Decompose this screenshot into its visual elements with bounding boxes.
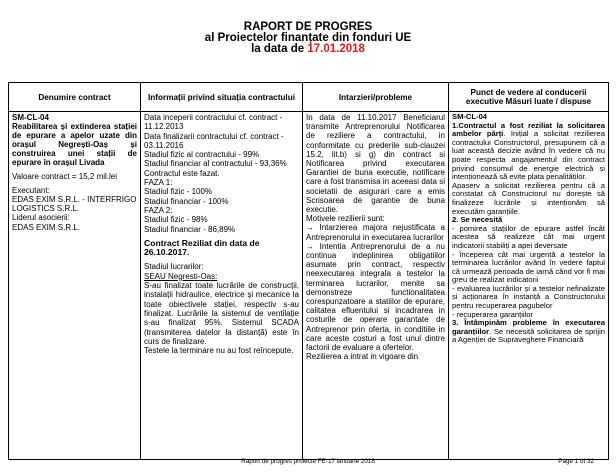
- table-header-row: [9, 83, 609, 112]
- header-management-view: Punct de vedere al conducerii executive Măsuri luate / dispuse: [449, 83, 609, 112]
- header-contract-name: Denumire contract: [9, 83, 141, 112]
- progress-table: [8, 82, 609, 460]
- executant-label: Executant:: [12, 186, 50, 196]
- tests-note: Testele la terminare nu au fost reîncepute.: [144, 346, 294, 356]
- mgmt-contract-code: SM-CL-04: [452, 112, 488, 121]
- contract-value: Valoare contract = 15,2 mil.lei: [12, 172, 118, 182]
- cell-contract-status: [141, 112, 303, 460]
- status-line: Contractul este fazat.: [144, 168, 220, 178]
- report-date: 17.01.2018: [307, 43, 365, 55]
- mgmt-point-3-heading: 3. Întâmpinăm probleme în executarea garanțiilor: [452, 318, 605, 336]
- contract-terminated: Contract Reziliat din data de 26.10.2017.: [144, 237, 260, 258]
- cell-contract-name: [9, 112, 141, 460]
- termination-effective: Rezilierea a intrat in vigoare din: [306, 352, 419, 362]
- status-line: Data finalizarii contractului cf. contract - 03.11.2016: [144, 131, 284, 150]
- mgmt-point-3-text: . Se necesită solicitarea de sprijin a Agenției de Supraveghere Financiară: [452, 326, 605, 345]
- mgmt-point-1-heading: 1.Contractul a fost reziliat la solicitarea ambelor părți: [452, 120, 605, 139]
- seau-label: SEAU Negresti-Oas:: [144, 271, 218, 281]
- reason-2: → Intentia Antreprenorului de a nu continua indeplinirea obligatiilor asumate prin contract, respectiv neexecutarea integrala a testelor la terminarea lucrarilor, menite sa demonstreze functionalitatea corespunzatoare a statiilor de epurare, calitatea efluentului si incadrarea in costurile de operare garantate de Antreprenor prin oferta, in conditiile in care aceste costuri a fost unul dintre factorii de evaluare a ofertelor.: [306, 241, 445, 353]
- seau-description: S-au finalizat toate lucrările de construcții, instalații hidraulice, electrice și mecanice la toate obiectivele stației, respectiv s-au finalizat. Lucrările la sistemul de ventilație s-au finalizat 95%. Sistemul SCADA (transmiterea datelor la distanță) este în curs de finalizare.: [144, 281, 299, 346]
- status-line: Stadiul financiar - 100%: [144, 196, 229, 206]
- contract-title: Reabilitarea și extinderea stației de epurare a apelor uzate din orașul Negrești-Oaș și construirea unei stații de epurare în orașul Livada: [12, 122, 137, 168]
- reason-1: → Intarzierea majora nejustificata a Antreprenorului in executarea lucrarilor: [306, 223, 445, 242]
- termination-notice: In data de 11.10.2017 Beneficiarul transmite Antreprenorului Notificarea de reziliere a contractului, in conformitate cu prederile sub-clauzei 15.2, lit.b) si g) din contract si Notificarea privind executarea Garantiei de buna executie, notificare care a fost transmisa in aceeasi data si societatii de asigurari care a emis Scrisoarea de garantie de buna executie.: [306, 113, 445, 215]
- status-line: Stadiul fizic - 98%: [144, 215, 208, 225]
- mgmt-point-2-d: - recuperarea garanțiilor: [452, 309, 534, 319]
- status-line: Stadiul financiar al contractului - 93,36%: [144, 159, 287, 169]
- status-line: Stadiul financiar - 86,89%: [144, 224, 236, 234]
- status-line: Stadiul fizic - 100%: [144, 187, 213, 197]
- contract-code: SM-CL-04: [12, 113, 49, 122]
- report-date-prefix: la data de: [251, 43, 308, 55]
- works-status-label: Stadiul lucrarilor:: [144, 262, 204, 272]
- mgmt-point-2-heading: 2. Se necesită: [452, 215, 503, 225]
- cell-delays-problems: [303, 112, 449, 460]
- mgmt-apaserv-note: Apaserv a solicitat rezilierea pentru că a constatat că Constructorul nu dorește să finalizeze lucrările și intenționăm să executăm garanțiile.: [452, 180, 605, 216]
- mgmt-point-2-b: - începerea cât mai urgentă a testelor la terminarea lucrărilor având în vedere faptul că urmează perioada de iarnă când vor fi mai greu de realizat indicatorii: [452, 249, 605, 285]
- status-line: Stadiul fizic al contractului - 99%: [144, 150, 260, 160]
- header-contract-status: Informații privind situația contractului: [141, 83, 303, 112]
- footer-page-number: Page 1 of 32: [558, 458, 594, 465]
- executant-name: EDAS EXIM S.R.L. - INTERFRIGO LOGISTICS S.R.L.: [12, 195, 137, 214]
- status-line: FAZA 2:: [144, 205, 173, 215]
- mgmt-point-1: [452, 122, 605, 182]
- reasons-label: Motivele rezilierii sunt:: [306, 214, 385, 224]
- cell-management-view: [449, 112, 609, 460]
- report-title-block: [0, 22, 616, 55]
- report-subtitle: al Proiectelor finanțate din fonduri UE: [204, 32, 412, 44]
- status-line: Data inceperii contractului cf. contract - 11.12.2013: [144, 113, 283, 132]
- mgmt-point-1-text: . Inițial a solicitat rezilierea contractului Constructorul, presupunem că a luat această decizie având în vedere că nu poate respecta angajamentul din contract privind consumul de energie electrică și intenționează să evite plata penalităților.: [452, 129, 605, 182]
- status-line: FAZA 1:: [144, 178, 173, 188]
- footer-report-name: Raport de progres proiecte FE-17 ianuarie 2018: [241, 458, 375, 465]
- table-row: [9, 112, 609, 460]
- mgmt-point-3: [452, 319, 605, 345]
- leader-name: EDAS EXIM S.R.L.: [12, 222, 81, 232]
- header-delays-problems: Intarzieri/probleme: [303, 83, 449, 112]
- mgmt-point-2-a: - pomirea stațiilor de epurare astfel încât acestea să realizeze cât mai urgent indicatorii stabiliți a apei deversate: [452, 223, 605, 250]
- report-title: RAPORT DE PROGRES: [243, 21, 373, 33]
- mgmt-point-2-c: - evaluarea lucrărilor și a testelor nefinalizate și acționarea în instanță a Constructorului pentru recuperarea pagubelor: [452, 283, 605, 311]
- leader-label: Liderul asocierii:: [12, 213, 70, 223]
- report-date-line: [0, 44, 616, 55]
